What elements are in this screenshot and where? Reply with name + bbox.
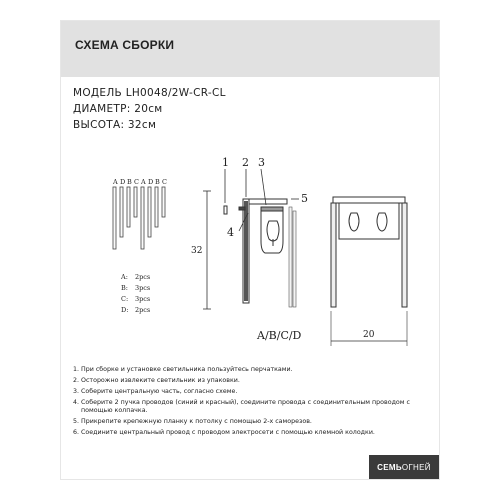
instruction-step xyxy=(73,429,435,437)
brand-name-light: ОГНЕЙ xyxy=(401,462,431,472)
header-bar xyxy=(61,21,439,77)
front-body xyxy=(339,203,399,239)
front-crystal-right xyxy=(402,203,407,307)
callout-1: 1 xyxy=(222,156,229,169)
crystal-rod xyxy=(155,187,158,227)
width-dim-label: 20 xyxy=(363,330,375,340)
crystal-key-count: 2pcs xyxy=(135,306,151,314)
diameter-label: ДИАМЕТР: 20см xyxy=(73,103,163,115)
step-number: 3. xyxy=(73,388,80,395)
socket-holder xyxy=(261,207,283,211)
crystal-strand xyxy=(293,211,296,307)
crystals-key-row xyxy=(121,295,150,306)
front-view xyxy=(331,197,407,346)
assembly-sheet xyxy=(60,20,440,480)
crystal-letter: A xyxy=(141,178,146,186)
crystal-strand xyxy=(289,207,292,307)
leader-3 xyxy=(261,169,266,205)
crystal-key-letter: B: xyxy=(121,284,128,292)
crystal-key-count: 3pcs xyxy=(135,295,151,303)
step-text: Прикрепите крепежную планку к потолку с помощью 2-х саморезов. xyxy=(81,418,312,425)
step-number: 5. xyxy=(73,418,80,425)
instruction-step xyxy=(73,418,435,426)
height-dim-label: 32 xyxy=(191,246,203,256)
step-number: 4. xyxy=(73,399,80,406)
side-view xyxy=(224,169,299,303)
callout-2: 2 xyxy=(242,156,249,169)
instructions-list xyxy=(73,366,435,440)
front-top-bracket xyxy=(333,197,405,203)
crystal-key-letter: A: xyxy=(121,273,128,281)
callout-3: 3 xyxy=(258,156,265,169)
crystal-letter: D xyxy=(120,178,126,186)
step-text: Соберите центральную часть, согласно схеме. xyxy=(81,388,238,395)
crystal-rod xyxy=(113,187,116,249)
crystal-rod xyxy=(141,187,144,249)
instruction-step xyxy=(73,399,435,415)
step-text: При сборке и установке светильника пользуйтесь перчатками. xyxy=(81,366,293,373)
page-title: СХЕМА СБОРКИ xyxy=(75,38,175,52)
step-number: 1. xyxy=(73,366,80,373)
crystal-key-count: 3pcs xyxy=(135,284,151,292)
step-text: Соберите 2 пучка проводов (синий и красный), соедините провода с соединительным проводом с помощью колпачка. xyxy=(81,399,411,414)
connector-icon xyxy=(239,207,245,210)
crystal-letter: D xyxy=(148,178,154,186)
instruction-step xyxy=(73,366,435,374)
bulb-icon xyxy=(267,221,279,241)
step-number: 2. xyxy=(73,377,80,384)
crystal-rod xyxy=(120,187,123,237)
step-text: Соедините центральный провод с проводом электросети с помощью клемной колодки. xyxy=(81,429,375,436)
callout-5: 5 xyxy=(301,192,308,205)
top-bracket xyxy=(249,199,287,204)
crystal-rod xyxy=(162,187,165,217)
crystals-key-row xyxy=(121,284,150,295)
crystals-key-row xyxy=(121,273,150,284)
height-label: ВЫСОТА: 32см xyxy=(73,119,157,131)
crystal-rods xyxy=(113,187,165,249)
drawing-svg xyxy=(61,141,441,361)
mounting-plate-fill xyxy=(244,201,248,301)
bulb-icon-left xyxy=(349,213,359,231)
crystal-letter: B xyxy=(155,178,160,186)
brand-logo xyxy=(369,455,439,479)
crystal-key-count: 2pcs xyxy=(135,273,151,281)
crystals-key-row xyxy=(121,306,150,317)
crystal-letter: C xyxy=(134,178,139,186)
height-dimension xyxy=(203,191,211,309)
brand-name-bold: СЕМЬ xyxy=(377,462,402,472)
model-label: МОДЕЛЬ LH0048/2W-CR-CL xyxy=(73,87,226,99)
front-crystal-left xyxy=(331,203,336,307)
assembly-drawing xyxy=(61,141,441,361)
screw-icon xyxy=(224,206,227,214)
instruction-step xyxy=(73,377,435,385)
crystal-letter: C xyxy=(162,178,167,186)
crystal-type-label: A/B/C/D xyxy=(257,329,302,342)
step-number: 6. xyxy=(73,429,80,436)
crystal-key-letter: C: xyxy=(121,295,129,303)
callout-4: 4 xyxy=(227,226,234,239)
instruction-step xyxy=(73,388,435,396)
bulb-icon-right xyxy=(377,213,387,231)
crystal-letter: A xyxy=(113,178,118,186)
crystal-rod xyxy=(127,187,130,227)
crystal-rod xyxy=(134,187,137,217)
crystals-key xyxy=(121,273,150,317)
bulb-shade xyxy=(261,211,283,253)
crystal-curtain xyxy=(289,207,296,307)
step-text: Осторожно извлеките светильник из упаковки. xyxy=(81,377,240,384)
crystal-letter: B xyxy=(127,178,132,186)
crystal-rod xyxy=(148,187,151,237)
crystal-key-letter: D: xyxy=(121,306,129,314)
